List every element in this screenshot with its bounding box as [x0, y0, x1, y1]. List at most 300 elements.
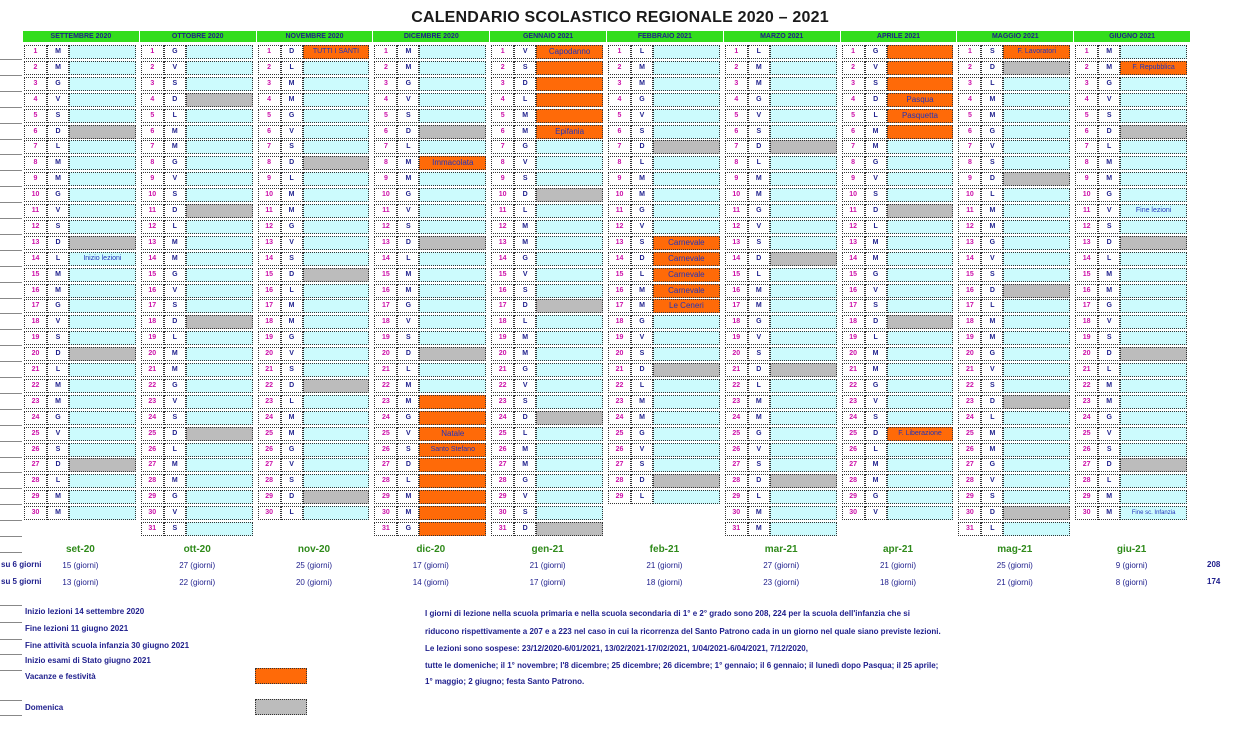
day-number: 17 [141, 299, 164, 313]
row-marker [0, 202, 22, 203]
weekday-letter: M [514, 125, 536, 139]
info-end: Fine lezioni 11 giugno 2021 [25, 624, 129, 633]
row-marker [0, 329, 22, 330]
day-number: 14 [608, 252, 631, 266]
day-note [653, 125, 720, 139]
day-number: 15 [258, 268, 281, 282]
day-number: 14 [1075, 252, 1098, 266]
school-days-5: 8 (giorni) [1115, 578, 1148, 587]
weekday-letter: M [164, 252, 186, 266]
day-number: 6 [258, 125, 281, 139]
day-number: 28 [258, 474, 281, 488]
weekday-letter: V [47, 315, 69, 329]
weekday-letter: G [865, 268, 887, 282]
day-number: 29 [24, 490, 47, 504]
day-number: 30 [374, 506, 397, 520]
weekday-letter: D [981, 61, 1003, 75]
weekday-letter: M [397, 379, 419, 393]
day-note [770, 45, 837, 59]
day-note [186, 61, 253, 75]
row-marker [0, 170, 22, 171]
row-marker [0, 313, 22, 314]
day-note [536, 427, 603, 441]
day-number: 20 [141, 347, 164, 361]
weekday-letter: M [865, 474, 887, 488]
weekday-letter: M [281, 188, 303, 202]
day-number: 18 [258, 315, 281, 329]
row-marker [0, 605, 22, 606]
row-marker [0, 75, 22, 76]
school-days-5: 23 (giorni) [763, 578, 800, 587]
day-number: 25 [24, 427, 47, 441]
weekday-letter: D [164, 93, 186, 107]
day-note [770, 156, 837, 170]
day-number: 9 [725, 172, 748, 186]
day-number: 5 [491, 109, 514, 123]
weekday-letter: M [748, 61, 770, 75]
day-number: 15 [24, 268, 47, 282]
weekday-letter: D [281, 45, 303, 59]
weekday-letter: M [164, 347, 186, 361]
month-header: GENNAIO 2021 [489, 31, 606, 42]
row-marker [0, 123, 22, 124]
day-note [536, 443, 603, 457]
weekday-letter: M [865, 140, 887, 154]
holiday-cell [536, 77, 603, 91]
note-line: 1° maggio; 2 giugno; festa Santo Patrono. [425, 677, 585, 686]
day-note [536, 506, 603, 520]
day-note [536, 379, 603, 393]
day-number: 12 [141, 220, 164, 234]
note-line: Le lezioni sono sospese: 23/12/2020-6/01/2021, 13/02/2021-17/02/2021, 1/04/2021-6/04/2021, 7/12/2020, [425, 644, 808, 653]
day-note [887, 172, 954, 186]
day-note [653, 109, 720, 123]
sunday-cell [770, 474, 837, 488]
weekday-letter: D [981, 395, 1003, 409]
day-note [419, 109, 486, 123]
weekday-letter: D [631, 363, 653, 377]
day-number: 28 [24, 474, 47, 488]
day-note [419, 188, 486, 202]
holiday-cell: Le Ceneri [653, 299, 720, 313]
day-note [1120, 427, 1187, 441]
day-number: 11 [958, 204, 981, 218]
note-line: tutte le domeniche; il 1° novembre; l'8 dicembre; 25 dicembre; 26 dicembre; 1° gennaio; il 6 gennaio; il lunedì dopo Pasqua; il 25 aprile; [425, 661, 939, 670]
weekday-letter: V [981, 252, 1003, 266]
weekday-letter: G [164, 156, 186, 170]
day-note [770, 395, 837, 409]
weekday-letter: V [865, 395, 887, 409]
day-number: 25 [374, 427, 397, 441]
weekday-letter: G [981, 347, 1003, 361]
day-number: 10 [1075, 188, 1098, 202]
day-note [186, 140, 253, 154]
weekday-letter: G [397, 188, 419, 202]
sunday-cell [770, 140, 837, 154]
day-number: 7 [1075, 140, 1098, 154]
day-note [303, 299, 370, 313]
day-number: 7 [725, 140, 748, 154]
day-note [1120, 93, 1187, 107]
day-number: 4 [608, 93, 631, 107]
weekday-letter: D [865, 93, 887, 107]
day-note [1003, 93, 1070, 107]
weekday-letter: M [281, 299, 303, 313]
school-days-5: 13 (giorni) [62, 578, 99, 587]
weekday-letter: M [981, 204, 1003, 218]
day-note [770, 77, 837, 91]
day-number: 11 [1075, 204, 1098, 218]
row-marker [0, 457, 22, 458]
day-note [419, 172, 486, 186]
holiday-cell: Pasquetta [887, 109, 954, 123]
day-note [69, 427, 136, 441]
day-note [653, 347, 720, 361]
day-note [1120, 252, 1187, 266]
weekday-letter: M [47, 61, 69, 75]
weekday-letter: M [631, 284, 653, 298]
day-number: 22 [725, 379, 748, 393]
day-number: 8 [258, 156, 281, 170]
weekday-letter: L [631, 156, 653, 170]
day-number: 23 [958, 395, 981, 409]
day-number: 11 [842, 204, 865, 218]
weekday-letter: L [1098, 140, 1120, 154]
day-number: 14 [842, 252, 865, 266]
weekday-letter: S [631, 347, 653, 361]
day-number: 22 [141, 379, 164, 393]
day-number: 20 [374, 347, 397, 361]
weekday-letter: D [748, 474, 770, 488]
day-number: 16 [725, 284, 748, 298]
day-note [186, 284, 253, 298]
day-number: 11 [141, 204, 164, 218]
day-note [887, 506, 954, 520]
row-marker [0, 154, 22, 155]
school-days-5: 18 (giorni) [646, 578, 683, 587]
day-note [186, 268, 253, 282]
weekday-letter: G [631, 315, 653, 329]
weekday-letter: V [748, 109, 770, 123]
day-number: 14 [24, 252, 47, 266]
day-note [186, 156, 253, 170]
weekday-letter: M [748, 284, 770, 298]
weekday-letter: S [514, 395, 536, 409]
sunday-cell [887, 315, 954, 329]
weekday-letter: S [281, 474, 303, 488]
weekday-letter: D [748, 363, 770, 377]
weekday-letter: D [281, 156, 303, 170]
day-note [887, 363, 954, 377]
weekday-letter: G [631, 93, 653, 107]
sunday-cell [536, 188, 603, 202]
weekday-letter: D [164, 204, 186, 218]
day-number: 3 [842, 77, 865, 91]
weekday-letter: D [631, 140, 653, 154]
weekday-letter: V [514, 379, 536, 393]
day-number: 6 [725, 125, 748, 139]
sunday-cell [1120, 125, 1187, 139]
day-note [770, 204, 837, 218]
day-number: 9 [958, 172, 981, 186]
day-note [536, 347, 603, 361]
day-number: 5 [24, 109, 47, 123]
holiday-cell [887, 77, 954, 91]
weekday-letter: M [397, 268, 419, 282]
day-number: 31 [725, 522, 748, 536]
sunday-cell [303, 490, 370, 504]
weekday-letter: S [514, 506, 536, 520]
weekday-letter: L [631, 379, 653, 393]
day-note [536, 331, 603, 345]
six-days-label: su 6 giorni [1, 560, 42, 569]
day-note [419, 77, 486, 91]
day-note [887, 443, 954, 457]
weekday-letter: G [514, 252, 536, 266]
row-marker [0, 472, 22, 473]
holiday-cell [536, 109, 603, 123]
day-note [887, 331, 954, 345]
weekday-letter: V [281, 125, 303, 139]
weekday-letter: S [164, 299, 186, 313]
day-note [1120, 109, 1187, 123]
day-note [1003, 188, 1070, 202]
day-number: 18 [374, 315, 397, 329]
row-marker [0, 425, 22, 426]
weekday-letter: D [1098, 236, 1120, 250]
day-note [770, 490, 837, 504]
day-note [1120, 411, 1187, 425]
weekday-letter: G [397, 77, 419, 91]
day-note [1003, 252, 1070, 266]
day-note [770, 443, 837, 457]
weekday-letter: L [397, 474, 419, 488]
day-note [69, 109, 136, 123]
day-number: 16 [958, 284, 981, 298]
weekday-letter: G [164, 490, 186, 504]
weekday-letter: S [281, 252, 303, 266]
day-note [419, 363, 486, 377]
day-number: 12 [374, 220, 397, 234]
day-note [303, 458, 370, 472]
weekday-letter: L [748, 45, 770, 59]
day-number: 8 [24, 156, 47, 170]
sunday-cell [1120, 236, 1187, 250]
day-number: 28 [374, 474, 397, 488]
weekday-letter: L [1098, 252, 1120, 266]
day-number: 28 [141, 474, 164, 488]
holiday-cell [887, 45, 954, 59]
day-note [887, 411, 954, 425]
weekday-letter: M [1098, 490, 1120, 504]
day-number: 4 [725, 93, 748, 107]
row-marker [0, 520, 22, 521]
sunday-cell [303, 379, 370, 393]
day-number: 7 [258, 140, 281, 154]
day-note [653, 61, 720, 75]
day-number: 2 [958, 61, 981, 75]
weekday-letter: L [47, 140, 69, 154]
sunday-cell [1003, 506, 1070, 520]
weekday-letter: M [981, 93, 1003, 107]
day-number: 23 [141, 395, 164, 409]
day-note [1120, 490, 1187, 504]
day-note [186, 411, 253, 425]
day-note [186, 347, 253, 361]
row-marker [0, 504, 22, 505]
day-number: 15 [374, 268, 397, 282]
day-number: 7 [24, 140, 47, 154]
day-note [303, 411, 370, 425]
day-number: 21 [491, 363, 514, 377]
day-number: 21 [725, 363, 748, 377]
weekday-letter: V [397, 315, 419, 329]
weekday-letter: S [748, 347, 770, 361]
day-number: 7 [374, 140, 397, 154]
day-note [419, 315, 486, 329]
day-number: 2 [725, 61, 748, 75]
day-number: 25 [491, 427, 514, 441]
day-note [69, 220, 136, 234]
weekday-letter: M [164, 458, 186, 472]
day-number: 9 [374, 172, 397, 186]
school-days-5: 20 (giorni) [295, 578, 332, 587]
weekday-letter: S [47, 331, 69, 345]
day-note [303, 236, 370, 250]
school-days-5: 22 (giorni) [179, 578, 216, 587]
weekday-letter: M [865, 236, 887, 250]
day-note [69, 172, 136, 186]
weekday-letter: L [1098, 363, 1120, 377]
weekday-letter: S [47, 109, 69, 123]
day-note [653, 395, 720, 409]
day-number: 22 [258, 379, 281, 393]
weekday-letter: M [865, 252, 887, 266]
month-short-label: dic-20 [416, 544, 446, 555]
day-number: 3 [958, 77, 981, 91]
day-note [770, 61, 837, 75]
day-note [1003, 347, 1070, 361]
weekday-letter: G [397, 522, 419, 536]
day-number: 1 [958, 45, 981, 59]
weekday-letter: M [748, 522, 770, 536]
weekday-letter: G [281, 109, 303, 123]
weekday-letter: M [281, 315, 303, 329]
day-number: 22 [24, 379, 47, 393]
weekday-letter: S [865, 77, 887, 91]
holiday-cell [419, 490, 486, 504]
day-note [536, 236, 603, 250]
holiday-cell [419, 458, 486, 472]
day-note [303, 140, 370, 154]
weekday-letter: M [1098, 284, 1120, 298]
day-number: 13 [608, 236, 631, 250]
day-number: 4 [374, 93, 397, 107]
sunday-cell [1003, 284, 1070, 298]
weekday-letter: G [397, 299, 419, 313]
weekday-letter: S [397, 109, 419, 123]
day-note [653, 458, 720, 472]
weekday-letter: D [164, 315, 186, 329]
day-note [1120, 379, 1187, 393]
day-note [303, 427, 370, 441]
weekday-letter: M [47, 379, 69, 393]
day-number: 11 [258, 204, 281, 218]
weekday-letter: S [1098, 443, 1120, 457]
weekday-letter: L [514, 204, 536, 218]
row-marker [0, 670, 22, 671]
day-note [1003, 299, 1070, 313]
month-short-label: set-20 [65, 544, 95, 555]
day-number: 14 [374, 252, 397, 266]
day-number: 23 [374, 395, 397, 409]
weekday-letter: D [514, 522, 536, 536]
day-note [186, 458, 253, 472]
weekday-letter: M [164, 474, 186, 488]
day-number: 19 [374, 331, 397, 345]
day-number: 15 [958, 268, 981, 282]
day-number: 19 [608, 331, 631, 345]
weekday-letter: M [1098, 45, 1120, 59]
weekday-letter: S [47, 220, 69, 234]
day-number: 19 [842, 331, 865, 345]
holiday-cell: Carnevale [653, 284, 720, 298]
day-number: 15 [725, 268, 748, 282]
weekday-letter: D [865, 204, 887, 218]
day-note [770, 236, 837, 250]
sunday-cell [186, 427, 253, 441]
day-note [1003, 411, 1070, 425]
day-note [419, 93, 486, 107]
day-number: 13 [958, 236, 981, 250]
weekday-letter: V [865, 172, 887, 186]
weekday-letter: S [281, 363, 303, 377]
row-marker [0, 139, 22, 140]
day-note [887, 347, 954, 361]
weekday-letter: D [397, 125, 419, 139]
weekday-letter: L [281, 172, 303, 186]
day-number: 20 [725, 347, 748, 361]
day-note [303, 93, 370, 107]
day-number: 23 [24, 395, 47, 409]
weekday-letter: M [631, 188, 653, 202]
sunday-cell [69, 236, 136, 250]
month-header: NOVEMBRE 2020 [256, 31, 373, 42]
day-note [653, 220, 720, 234]
month-short-label: nov-20 [297, 544, 331, 555]
day-number: 8 [141, 156, 164, 170]
weekday-letter: M [514, 347, 536, 361]
day-number: 31 [491, 522, 514, 536]
day-number: 18 [842, 315, 865, 329]
day-number: 8 [842, 156, 865, 170]
day-number: 29 [374, 490, 397, 504]
weekday-letter: M [748, 172, 770, 186]
weekday-letter: S [397, 331, 419, 345]
school-days-6: 27 (giorni) [763, 561, 800, 570]
day-number: 24 [141, 411, 164, 425]
day-number: 25 [141, 427, 164, 441]
weekday-letter: L [281, 506, 303, 520]
weekday-letter: M [631, 172, 653, 186]
day-note [303, 395, 370, 409]
day-note [887, 474, 954, 488]
weekday-letter: D [1098, 347, 1120, 361]
weekday-letter: G [748, 204, 770, 218]
day-number: 26 [842, 443, 865, 457]
day-number: 3 [24, 77, 47, 91]
day-note [653, 443, 720, 457]
